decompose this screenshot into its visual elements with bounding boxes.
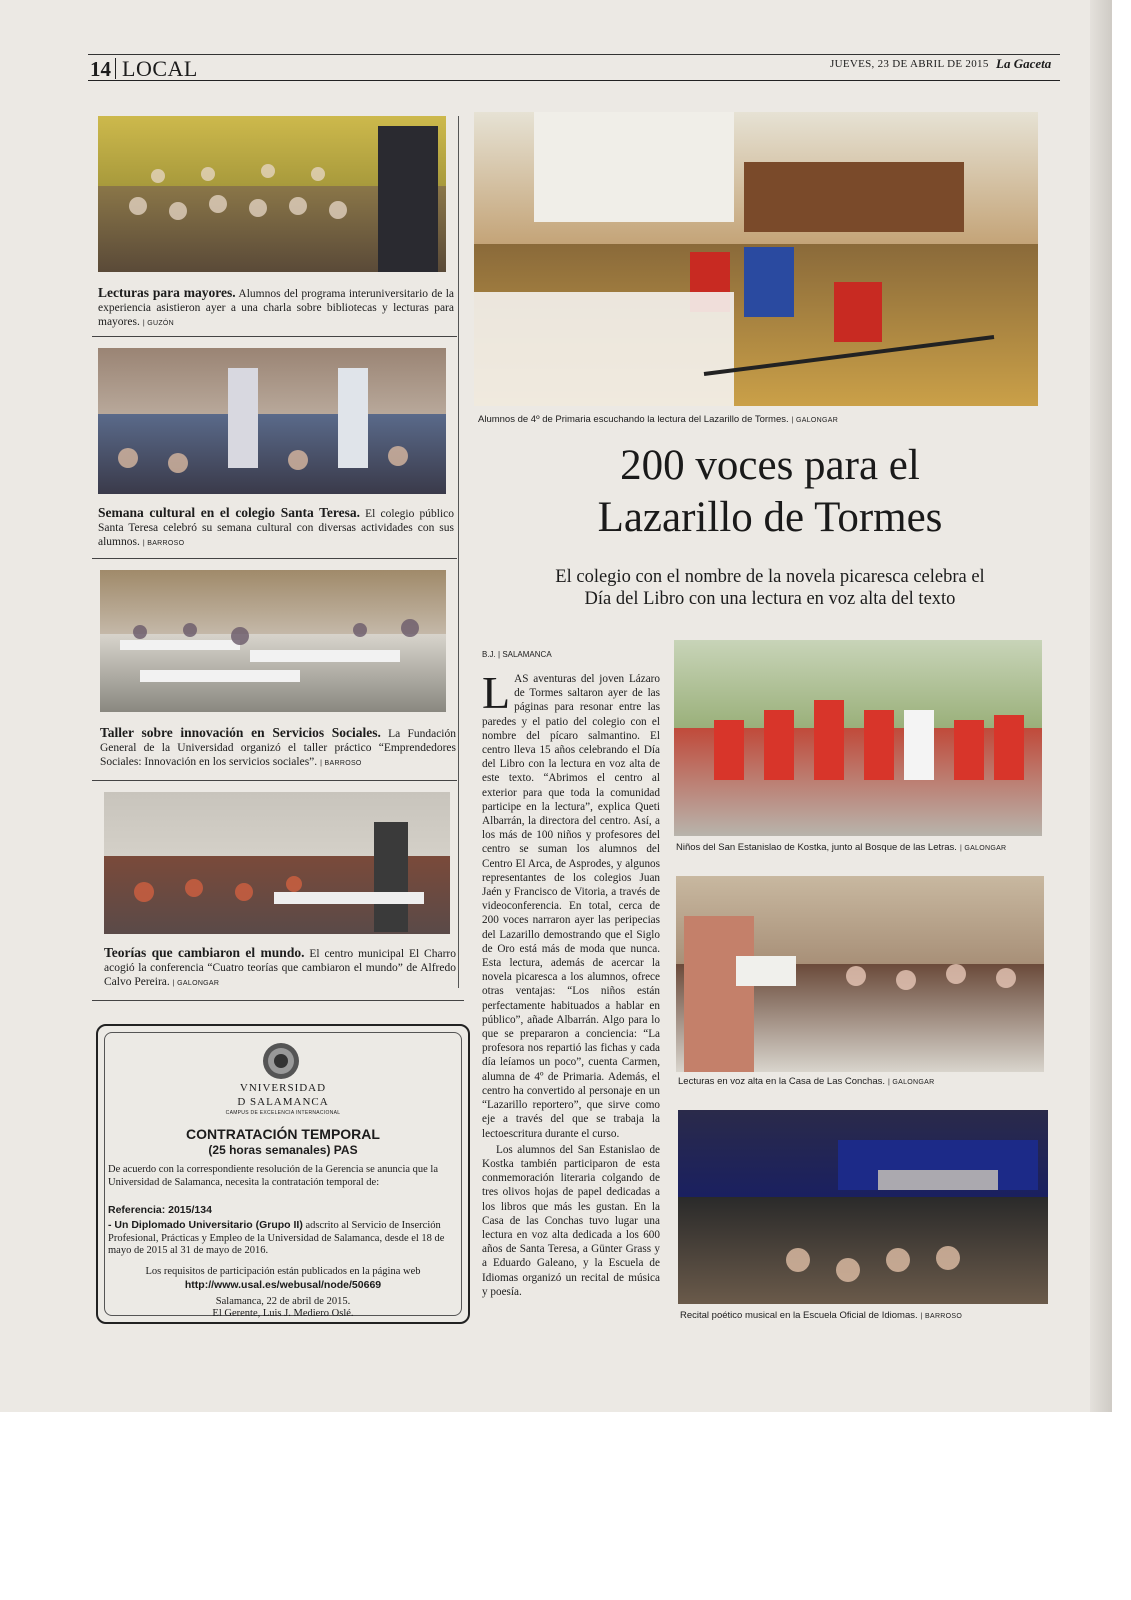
photo-taller-innovacion [100,570,446,712]
header-rule [88,80,1060,81]
ad-subtitle: (25 horas semanales) PAS [208,1143,358,1157]
photo-semana-cultural [98,348,446,494]
header-rule-top [88,54,1060,55]
ad-title: CONTRATACIÓN TEMPORAL [186,1126,380,1142]
ad-reference: Referencia: 2015/134 [108,1204,212,1216]
ad-place-date: Salamanca, 22 de abril de 2015. [215,1296,351,1307]
article-subhead: El colegio con el nombre de la novela picaresca celebra el Día del Libro con una lectura en voz alta del texto [555,567,985,609]
divider [92,336,457,337]
caption-lecturas-mayores: Lecturas para mayores. Alumnos del programa interuniversitario de la experiencia asistieron ayer a una charla sobre bibliotecas y lecturas para mayores.| GUZÓN [98,286,454,331]
page-number: 14 [90,57,111,81]
caption-taller-innovacion: Taller sobre innovación en Servicios Sociales. La Fundación General de la Universidad organizó el taller práctico “Emprendedores Sociales: Innovación en los servicios sociales”.| BARROSO [100,726,456,771]
caption-escuela-idiomas: Recital poético musical en la Escuela Oficial de Idiomas.| BARROSO [680,1310,962,1323]
ad-intro: De acuerdo con la correspondiente resolución de la Gerencia se anuncia que la Universidad de Salamanca, necesita la contratación temporal de: [108,1164,439,1188]
ad-url[interactable]: http://www.usal.es/webusal/node/50669 [184,1279,382,1291]
section-title: LOCAL [122,56,198,81]
divider [92,780,457,781]
job-advertisement [96,1024,470,1324]
photo-lecturas-mayores [98,116,446,272]
university-seal-icon [262,1042,300,1080]
photo-main-lectura [474,112,1038,406]
caption-semana-cultural: Semana cultural en el colegio Santa Teresa. El colegio público Santa Teresa celebró su semana cultural con diversas actividades con sus alumnos.| BARROSO [98,506,454,551]
article-headline: 200 voces para el Lazarillo de Tormes [597,442,943,541]
article-paragraph-2: Los alumnos del San Estanislao de Kostka también participaron de esta conmemoración literaria colgando de tres olivos hojas de papel dedicadas a los libros que más les gustan. En la Casa de las Conchas tuvo lugar una lectura en voz alta dedicada a los 600 años de Santa Teresa, a Günter Grass y a Eduardo Galeano, y la Escuela de Idiomas organizó un recital de música y poesía. [482,1143,660,1298]
photo-escuela-idiomas [678,1110,1048,1304]
page-edge [1090,0,1112,1412]
caption-casa-conchas: Lecturas en voz alta en la Casa de Las Conchas.| GALONGAR [678,1076,934,1089]
issue-date: JUEVES, 23 DE ABRIL DE 2015 [830,58,989,70]
photo-casa-conchas [676,876,1044,1072]
photo-teorias-mundo [104,792,450,934]
caption-main-photo: Alumnos de 4º de Primaria escuchando la lectura del Lazarillo de Tormes.| GALONGAR [478,414,838,427]
ad-position: - Un Diplomado Universitario (Grupo II) adscrito al Servicio de Inserción Profesional, Prácticas y Empleo de la Universidad de Salamanca, desde el 18 de mayo de 2015 al 31 de mayo de 2016. [108,1219,445,1256]
article-body [482,667,660,1299]
newspaper-logo: La Gaceta [996,56,1052,71]
page-number-divider [115,58,116,79]
ad-org-name: VNIVERSIDAD [239,1082,327,1094]
ad-signature: El Gerente, Luis J. Mediero Oslé. [212,1308,354,1319]
caption-teorias-mundo: Teorías que cambiaron el mundo. El centro municipal El Charro acogió la conferencia “Cuatro teorías que cambiaron el mundo” de Alfredo Calvo Pereira.| GALONGAR [104,946,456,991]
article-paragraph-1: AS aventuras del joven Lázaro de Tormes saltaron ayer de las páginas para resonar entre las paredes y el patio del colegio con el nombre del pícaro salmantino. El centro lleva 15 años celebrando el Día del Libro con la lectura en voz alta de este texto. “Abrimos el centro al exterior para que toda la comunidad participe en la lectura”, explica Queti Albarrán, la directora del centro. Así, a los más de 100 niños y profesores del centro se suman los alumnos del Centro El Arca, de Asprodes, y algunos representantes de los colegios Juan Jaén y Francisco de Vitoria, a través de videoconferencia. En total, cerca de 200 voces narraron ayer las peripecias del Lazarillo demostrando que el Siglo de Oro está más de moda que nunca. Esta lectura, además de acercar la novela picaresca a los alumnos, ofrece otras ventajas: “Los niños están perfectamente habituados a hablar en público”, añade Albarrán. Algo para lo que se prepararon a conciencia: “La profesora nos repartió las fichas y cada día leíamos un poco”, cuenta Carmen, alumna de 4º de Primaria. Además, el centro ha convertido al personaje en un “Lazarillo reportero”, que sirve como eje a través del que se trabaja la lectoescritura durante el curso. [482,673,660,1140]
divider [92,558,457,559]
article-byline: B.J. | SALAMANCA [482,650,552,659]
caption-san-estanislao: Niños del San Estanislao de Kostka, junto al Bosque de las Letras.| GALONGAR [676,842,1006,855]
divider [92,1000,464,1001]
ad-org-name-2: D SALAMANCA [237,1096,329,1108]
ad-requirements: Los requisitos de participación están publicados en la página web [145,1266,421,1277]
drop-cap: L [482,667,511,718]
column-rule [458,116,459,988]
photo-san-estanislao [674,640,1042,836]
ad-org-subtitle: CAMPUS DE EXCELENCIA INTERNACIONAL [225,1110,341,1116]
